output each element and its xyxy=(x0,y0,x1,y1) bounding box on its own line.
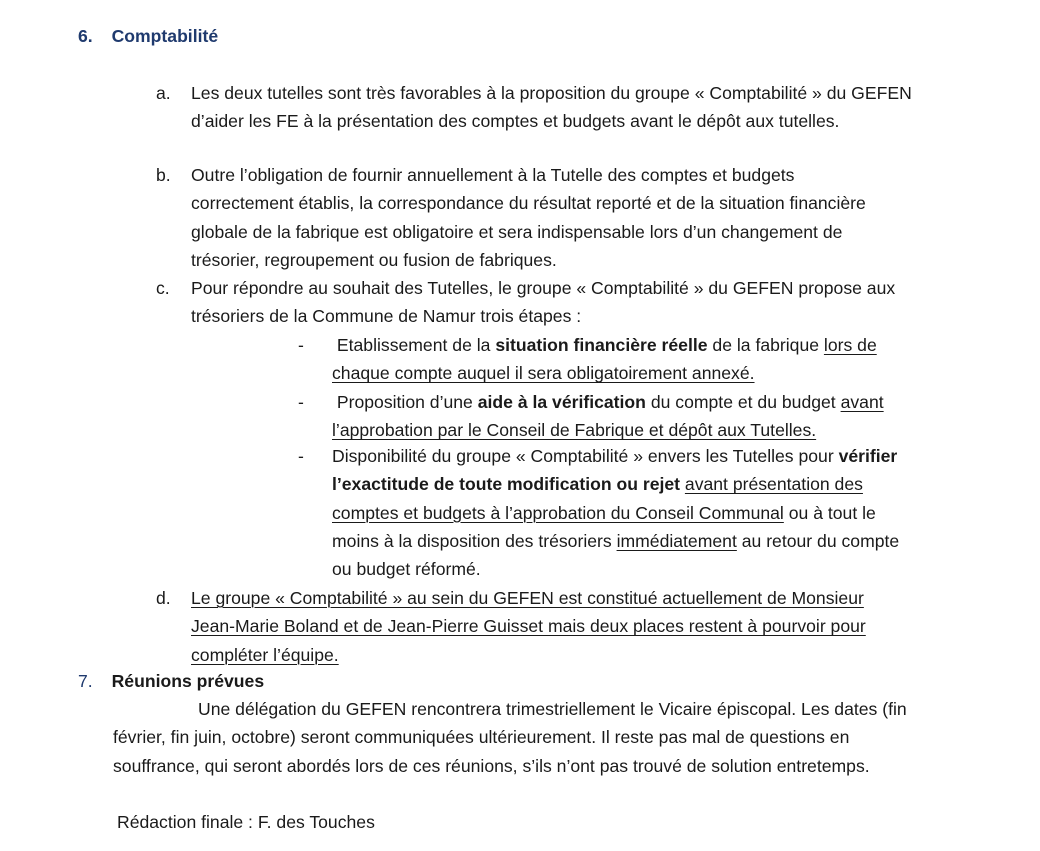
section-6-heading xyxy=(78,22,218,50)
section-7-body: Une délégation du GEFEN rencontrera trimestriellement le Vicaire épiscopal. Les dates (fin février, fin juin, octobre) seront communiquées ultérieurement. Il reste pas mal de questions en souffrance, qui seront abordés lors de ces réunions, s’ils n’ont pas trouvé de solution entretemps. xyxy=(113,699,907,776)
step-2-text xyxy=(332,388,938,445)
step-3-intro: Disponibilité du groupe « Comptabilité » envers les Tutelles pour xyxy=(332,446,839,466)
item-b-marker: b. xyxy=(156,165,171,185)
section-6-title: Comptabilité xyxy=(111,26,219,46)
step-1-bold: situation financière réelle xyxy=(495,335,708,355)
step-3-bold: vérifier l’exactitude de toute modification ou rejet xyxy=(332,446,898,495)
section-6-number: 6. xyxy=(78,26,93,46)
step-1-intro: Etablissement de la xyxy=(332,335,496,355)
item-c-text: Pour répondre au souhait des Tutelles, le groupe « Comptabilité » du GEFEN propose aux trésoriers de la Commune de Namur trois étapes : xyxy=(191,278,896,327)
step-1-underlined: lors de chaque compte auquel il sera obligatoirement annexé. xyxy=(332,335,877,384)
step-1-text xyxy=(332,331,938,388)
step-1-middle: de la fabrique xyxy=(707,335,824,355)
step-3-underlined: avant présentation des comptes et budgets à l’approbation du Conseil Communal xyxy=(332,474,863,523)
item-d-text: Le groupe « Comptabilité » au sein du GEFEN est constitué actuellement de Monsieur Jean-Marie Boland et de Jean-Pierre Guisset mais deux places restent à pourvoir pour compléter l’équipe. xyxy=(191,588,866,665)
step-1-dash: - xyxy=(298,335,304,355)
section-7-number: 7. xyxy=(78,671,93,691)
step-3-dash: - xyxy=(298,446,304,466)
step-2-bold: aide à la vérification xyxy=(477,392,646,412)
step-2-middle: du compte et du budget xyxy=(645,392,841,412)
step-3-underlined-2: immédiatement xyxy=(616,530,737,551)
signature: Rédaction finale : F. des Touches xyxy=(117,812,375,832)
item-c-marker: c. xyxy=(156,278,170,298)
item-a-marker: a. xyxy=(156,83,171,103)
item-d-marker: d. xyxy=(156,588,171,608)
item-a-text: Les deux tutelles sont très favorables à la proposition du groupe « Comptabilité » du GEFEN d’aider les FE à la présentation des comptes et budgets avant le dépôt aux tutelles. xyxy=(191,83,912,132)
step-2-underlined: avant l’approbation par le Conseil de Fabrique et dépôt aux Tutelles. xyxy=(332,392,884,441)
step-3-text xyxy=(332,442,908,583)
section-7-heading xyxy=(78,667,264,695)
section-7-title: Réunions prévues xyxy=(111,671,265,691)
step-3-after-1: ou à tout le moins à la disposition des trésoriers xyxy=(332,502,876,551)
step-2-dash: - xyxy=(298,392,304,412)
item-b-text: Outre l’obligation de fournir annuellement à la Tutelle des comptes et budgets correctement établis, la correspondance du résultat reporté et de la situation financière globale de la fabrique est obligatoire et sera indispensable lors d’un changement de trésorier, regroupement ou fusion de fabriques. xyxy=(191,165,866,270)
step-2-intro: Proposition d’une xyxy=(332,392,478,412)
step-3-after-2: au retour du compte ou budget réformé. xyxy=(332,530,900,580)
